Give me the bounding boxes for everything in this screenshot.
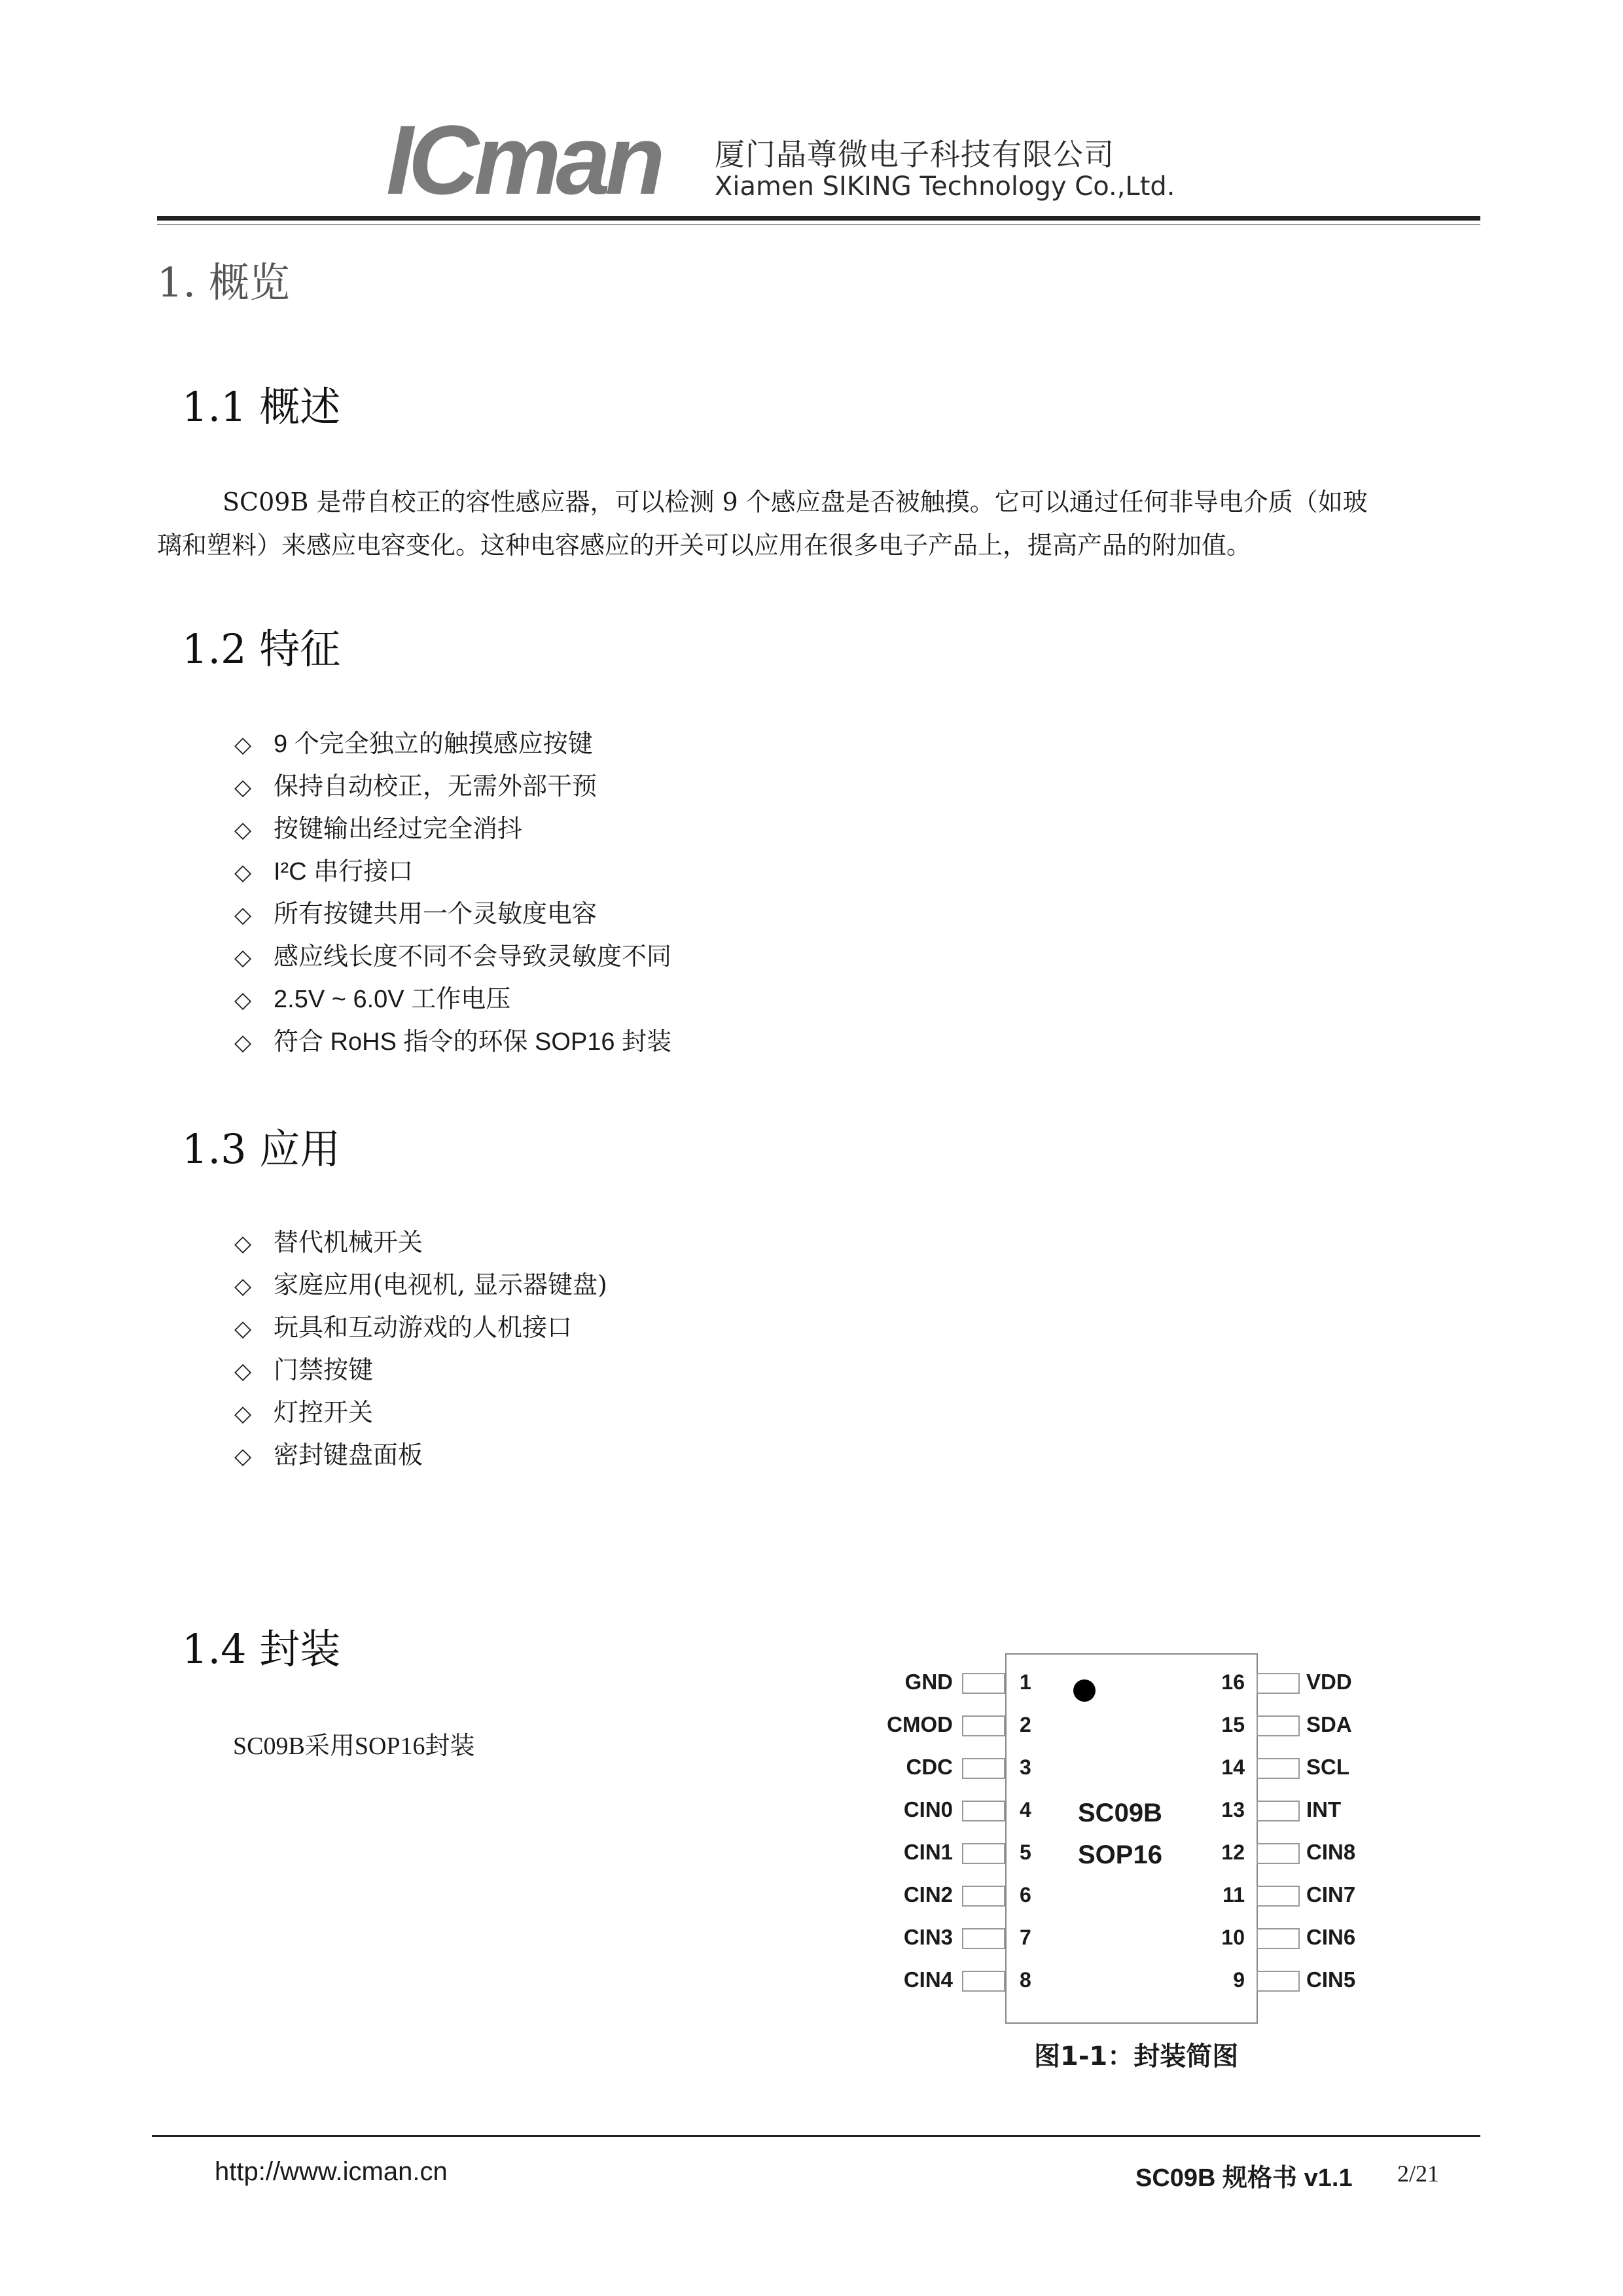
diamond-bullet-icon: ◇ bbox=[234, 1358, 252, 1384]
pin-name-right: CIN8 bbox=[1306, 1840, 1356, 1864]
application-list bbox=[234, 1221, 607, 1477]
pin-number-left: 1 bbox=[1020, 1670, 1031, 1694]
pin-name-left: CIN4 bbox=[903, 1967, 953, 1992]
pin-name-left: CDC bbox=[906, 1755, 953, 1779]
diamond-bullet-icon: ◇ bbox=[234, 1273, 252, 1299]
pin-lead-right bbox=[1257, 1971, 1300, 1992]
pin-name-left: CIN0 bbox=[903, 1797, 953, 1821]
chip-name: SC09B bbox=[1078, 1799, 1162, 1827]
diamond-bullet-icon: ◇ bbox=[234, 902, 252, 928]
pin-number-left: 4 bbox=[1020, 1798, 1031, 1821]
footer-rule bbox=[152, 2135, 1480, 2137]
pin-number-right: 10 bbox=[1221, 1926, 1245, 1949]
company-name-cn: 厦门晶尊微电子科技有限公司 bbox=[715, 137, 1115, 172]
pin1-marker-icon bbox=[1073, 1679, 1096, 1702]
pin-name-left: CIN3 bbox=[903, 1925, 953, 1949]
diamond-bullet-icon: ◇ bbox=[234, 732, 252, 758]
pin-number-left: 3 bbox=[1020, 1755, 1031, 1779]
list-item: ◇ 按键输出经过完全消抖 bbox=[234, 808, 671, 850]
list-item: ◇ 密封键盘面板 bbox=[234, 1434, 607, 1477]
header-rule-thin bbox=[157, 224, 1480, 225]
list-item: ◇ 灯控开关 bbox=[234, 1391, 607, 1434]
pin-name-right: VDD bbox=[1306, 1670, 1352, 1694]
list-item: ◇ I²C 串行接口 bbox=[234, 850, 671, 893]
list-item: ◇ 2.5V ~ 6.0V 工作电压 bbox=[234, 978, 671, 1020]
pin-lead-left bbox=[962, 1843, 1005, 1864]
subsection-title-features: 1.2 特征 bbox=[182, 625, 341, 673]
list-item: ◇ 所有按键共用一个灵敏度电容 bbox=[234, 893, 671, 935]
pin-name-right: SDA bbox=[1306, 1712, 1352, 1736]
pin-number-right: 11 bbox=[1222, 1883, 1245, 1907]
pin-number-left: 5 bbox=[1020, 1840, 1031, 1864]
company-name-en: Xiamen SIKING Technology Co.,Ltd. bbox=[715, 171, 1175, 202]
list-item: ◇ 家庭应用(电视机, 显示器键盘) bbox=[234, 1264, 607, 1306]
pin-name-right: CIN5 bbox=[1306, 1967, 1356, 1992]
pin-lead-left bbox=[962, 1971, 1005, 1992]
list-item: ◇ 符合 RoHS 指令的环保 SOP16 封装 bbox=[234, 1020, 671, 1063]
pin-lead-left bbox=[962, 1886, 1005, 1907]
pin-name-left: CIN1 bbox=[903, 1840, 953, 1864]
overview-para-line1: SC09B 是带自校正的容性感应器，可以检测 9 个感应盘是否被触摸。它可以通过任何非导电介质（如玻 bbox=[223, 488, 1368, 516]
icman-logo bbox=[386, 110, 707, 208]
pin-number-left: 6 bbox=[1020, 1883, 1031, 1907]
pin-number-left: 2 bbox=[1020, 1713, 1031, 1736]
list-item: ◇ 保持自动校正，无需外部干预 bbox=[234, 765, 671, 808]
subsection-title-overview: 1.1 概述 bbox=[182, 383, 341, 431]
header-rule bbox=[157, 216, 1480, 221]
pin-lead-left bbox=[962, 1758, 1005, 1779]
pin-lead-right bbox=[1257, 1673, 1300, 1694]
diamond-bullet-icon: ◇ bbox=[234, 774, 252, 800]
pin-number-right: 15 bbox=[1221, 1713, 1245, 1736]
diamond-bullet-icon: ◇ bbox=[234, 859, 252, 886]
pin-lead-right bbox=[1257, 1801, 1300, 1821]
diamond-bullet-icon: ◇ bbox=[234, 1230, 252, 1257]
pin-name-left: CMOD bbox=[887, 1712, 953, 1736]
diamond-bullet-icon: ◇ bbox=[234, 1030, 252, 1056]
diamond-bullet-icon: ◇ bbox=[234, 1443, 252, 1469]
pin-number-right: 16 bbox=[1221, 1670, 1245, 1694]
page-number: 2/21 bbox=[1397, 2161, 1440, 2187]
subsection-title-applications: 1.3 应用 bbox=[182, 1125, 341, 1173]
subsection-title-package: 1.4 封装 bbox=[182, 1625, 341, 1673]
section-title: 1. 概览 bbox=[157, 259, 290, 306]
pin-name-left: GND bbox=[904, 1670, 953, 1694]
package-text: SC09B采用SOP16封装 bbox=[233, 1732, 475, 1760]
pin-number-left: 8 bbox=[1020, 1968, 1031, 1992]
diamond-bullet-icon: ◇ bbox=[234, 817, 252, 843]
pin-number-right: 9 bbox=[1233, 1968, 1245, 1992]
pin-lead-right bbox=[1257, 1758, 1300, 1779]
svg-text:ICman: ICman bbox=[386, 110, 660, 208]
diamond-bullet-icon: ◇ bbox=[234, 987, 252, 1013]
list-item: ◇ 9 个完全独立的触摸感应按键 bbox=[234, 723, 671, 765]
pin-number-right: 13 bbox=[1221, 1798, 1245, 1821]
footer-document-title: SC09B 规格书 v1.1 bbox=[1135, 2164, 1353, 2192]
figure-caption: 图1-1：封装简图 bbox=[1034, 2041, 1239, 2072]
diamond-bullet-icon: ◇ bbox=[234, 944, 252, 971]
overview-para-line2: 璃和塑料）来感应电容变化。这种电容感应的开关可以应用在很多电子产品上，提高产品的附加值。 bbox=[157, 531, 1252, 560]
diamond-bullet-icon: ◇ bbox=[234, 1401, 252, 1427]
diamond-bullet-icon: ◇ bbox=[234, 1316, 252, 1342]
pin-lead-left bbox=[962, 1715, 1005, 1736]
footer-url: http://www.icman.cn bbox=[215, 2157, 448, 2186]
pin-name-left: CIN2 bbox=[903, 1882, 953, 1907]
feature-list bbox=[234, 723, 671, 1063]
pin-lead-left bbox=[962, 1673, 1005, 1694]
list-item: ◇ 感应线长度不同不会导致灵敏度不同 bbox=[234, 935, 671, 978]
pin-lead-right bbox=[1257, 1843, 1300, 1864]
list-item: ◇ 门禁按键 bbox=[234, 1349, 607, 1391]
pin-name-right: CIN7 bbox=[1306, 1882, 1356, 1907]
pin-lead-left bbox=[962, 1928, 1005, 1949]
pin-lead-right bbox=[1257, 1928, 1300, 1949]
pin-lead-right bbox=[1257, 1886, 1300, 1907]
pin-name-right: CIN6 bbox=[1306, 1925, 1356, 1949]
pin-number-left: 7 bbox=[1020, 1926, 1031, 1949]
chip-package: SOP16 bbox=[1078, 1840, 1162, 1869]
list-item: ◇ 玩具和互动游戏的人机接口 bbox=[234, 1306, 607, 1349]
pin-number-right: 14 bbox=[1221, 1755, 1245, 1779]
list-item: ◇ 替代机械开关 bbox=[234, 1221, 607, 1264]
pin-number-right: 12 bbox=[1221, 1840, 1245, 1864]
pin-lead-right bbox=[1257, 1715, 1300, 1736]
pin-lead-left bbox=[962, 1801, 1005, 1821]
pin-name-right: INT bbox=[1306, 1797, 1342, 1821]
pin-name-right: SCL bbox=[1306, 1755, 1349, 1779]
